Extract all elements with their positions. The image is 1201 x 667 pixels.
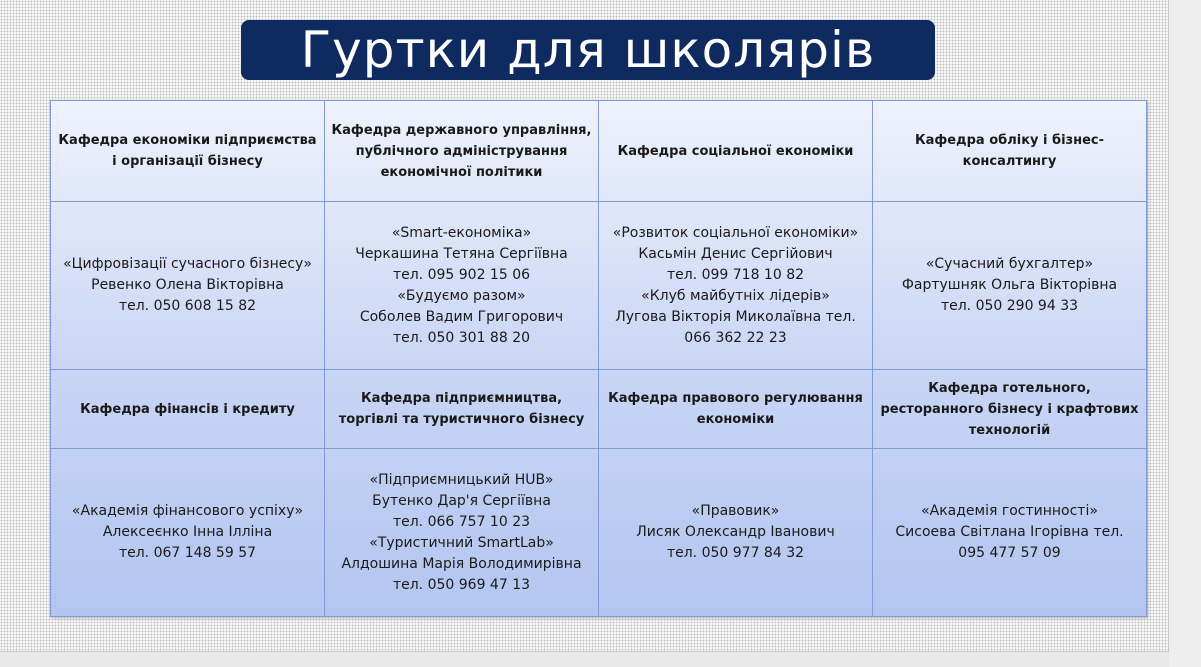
department-cell	[51, 101, 325, 202]
club-leader: Лугова Вікторія Миколаївна тел.	[615, 308, 856, 325]
club-phone: тел. 050 977 84 32	[666, 545, 805, 561]
department-cell	[599, 370, 873, 449]
club-leader: Алексеєнко Інна Ілліна	[102, 524, 273, 540]
club-name: «Підприємницький HUB»	[369, 471, 554, 488]
club-phone: тел. 095 902 15 06	[392, 266, 531, 283]
club-name: «Правовик»	[691, 503, 780, 519]
club-phone: тел. 050 290 94 33	[940, 298, 1079, 314]
club-cell	[599, 449, 873, 617]
club-leader: Соболев Вадим Григорович	[359, 308, 564, 325]
department-name: Кафедра обліку і бізнес-консалтингу	[915, 133, 1104, 169]
club-phone: тел. 066 757 10 23	[392, 513, 531, 530]
department-cell	[873, 101, 1147, 202]
club-cell	[51, 202, 325, 370]
slide-title: Гуртки для школярів	[241, 20, 935, 80]
club-name: «Цифровізації сучасного бізнесу»	[63, 256, 312, 272]
clubs-row-1	[51, 202, 1147, 370]
window-gutter	[1169, 0, 1201, 667]
club-leader: Касьмін Денис Сергійович	[638, 245, 833, 262]
club-name: «Розвиток соціальної економіки»	[612, 224, 859, 241]
club-name: «Туристичний SmartLab»	[369, 534, 554, 551]
club-name: «Клуб майбутніх лідерів»	[641, 287, 830, 304]
department-name: Кафедра фінансів і кредиту	[80, 401, 295, 417]
club-phone: 066 362 22 23	[684, 329, 787, 346]
department-name: Кафедра соціальної економіки	[617, 143, 854, 159]
club-leader: Бутенко Дар'я Сергіївна	[372, 492, 551, 509]
club-cell	[873, 202, 1147, 370]
clubs-row-2	[51, 449, 1147, 617]
club-name: «Сучасний бухгалтер»	[925, 256, 1094, 272]
department-cell	[325, 101, 599, 202]
department-name: Кафедра державного управління, публічного адміністрування економічної політики	[331, 122, 592, 180]
club-leader: Фартушняк Ольга Вікторівна	[901, 277, 1118, 293]
department-cell	[599, 101, 873, 202]
club-cell	[51, 449, 325, 617]
club-phone: 095 477 57 09	[958, 545, 1061, 561]
club-phone: тел. 050 969 47 13	[392, 576, 531, 593]
club-phone: тел. 050 608 15 82	[118, 298, 257, 314]
department-name: Кафедра правового регулювання економіки	[608, 391, 863, 427]
department-cell	[51, 370, 325, 449]
club-leader: Ревенко Олена Вікторівна	[91, 277, 284, 293]
club-cell	[325, 202, 599, 370]
club-name: «Smart-економіка»	[391, 224, 532, 241]
club-phone: тел. 067 148 59 57	[118, 545, 257, 561]
header-row-1	[51, 101, 1147, 202]
department-cell	[873, 370, 1147, 449]
clubs-table	[50, 100, 1147, 617]
club-cell	[325, 449, 599, 617]
department-name: Кафедра готельного, ресторанного бізнесу і крафтових технологій	[880, 380, 1139, 438]
header-row-2	[51, 370, 1147, 449]
club-leader: Алдошина Марія Володимирівна	[341, 555, 582, 572]
club-name: «Академія фінансового успіху»	[71, 503, 304, 519]
club-name: «Академія гостинності»	[921, 503, 1098, 519]
club-cell	[873, 449, 1147, 617]
club-phone: тел. 050 301 88 20	[392, 329, 531, 346]
club-leader: Черкашина Тетяна Сергіївна	[355, 245, 568, 262]
department-cell	[325, 370, 599, 449]
department-name: Кафедра економіки підприємства і організації бізнесу	[58, 133, 317, 169]
club-leader: Лисяк Олександр Іванович	[636, 524, 835, 540]
club-name: «Будуємо разом»	[397, 287, 526, 304]
club-phone: тел. 099 718 10 82	[666, 266, 805, 283]
club-leader: Сисоева Світлана Ігорівна тел.	[895, 524, 1124, 540]
club-cell	[599, 202, 873, 370]
department-name: Кафедра підприємництва, торгівлі та туристичного бізнесу	[338, 391, 585, 427]
